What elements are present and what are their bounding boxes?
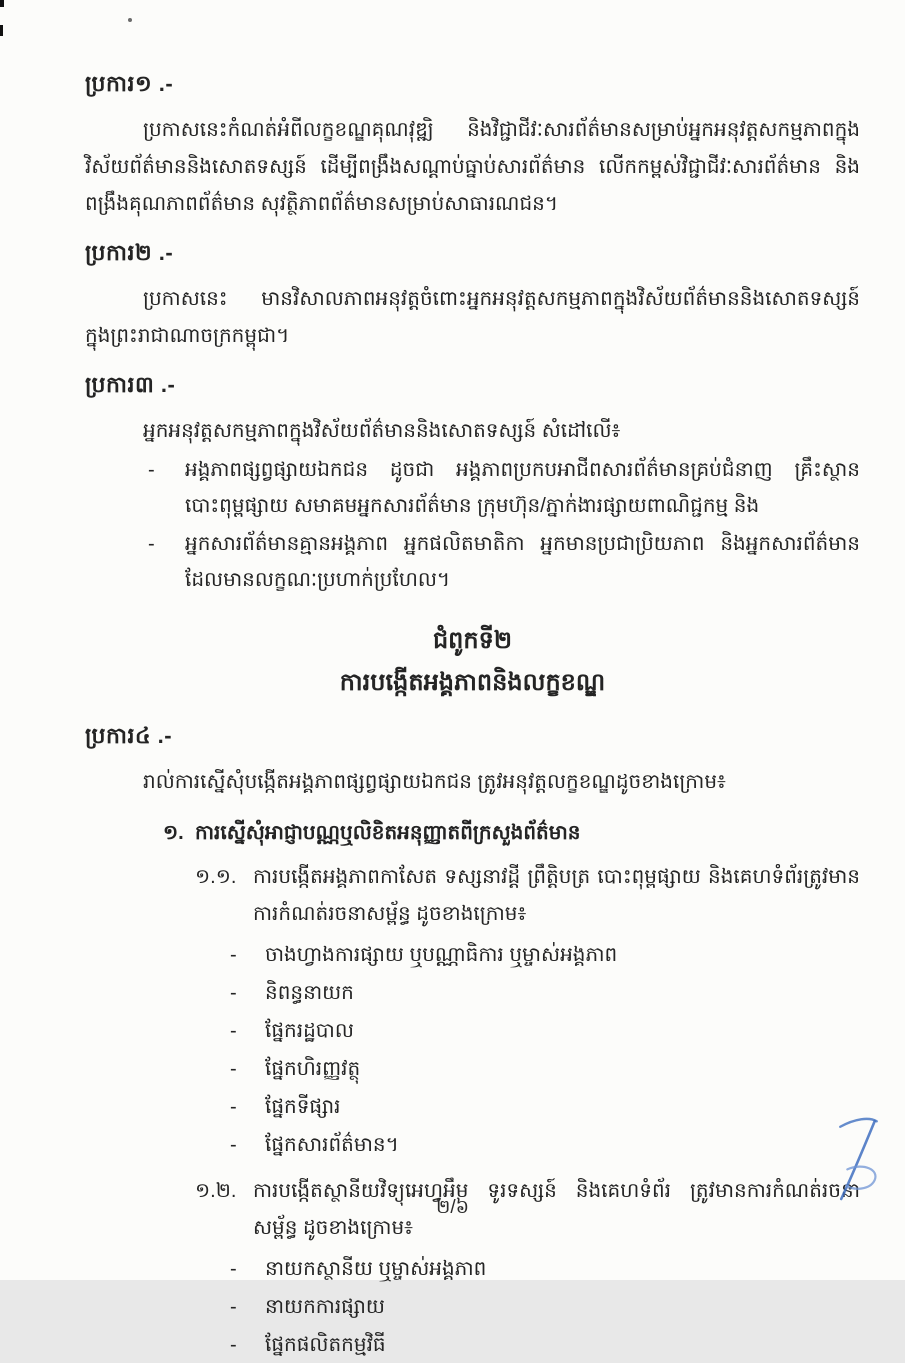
- dash-bullet: -: [230, 1058, 237, 1080]
- sub-item-1-1-list: [230, 937, 860, 1163]
- sub-item-text: ការបង្កើតអង្គភាពកាសែត ទស្សនាវដ្តី ព្រឹត្តិបត្រ បោះពុម្ពផ្សាយ និងគេហទំព័រត្រូវមានការកំណត់រចនាសម្ព័ន្ធ ដូចខាងក្រោម៖: [253, 866, 860, 925]
- dash-bullet: -: [230, 1096, 237, 1118]
- dash-bullet: -: [230, 944, 237, 966]
- list-item: [230, 1289, 860, 1325]
- dash-bullet: -: [148, 533, 155, 555]
- list-item: [230, 1251, 860, 1287]
- article-3-heading: ប្រការ៣ .-: [85, 372, 176, 397]
- list-item-text: ផ្នែករដ្ឋបាល: [265, 1020, 354, 1042]
- chapter-number: ជំពូកទី២: [432, 627, 513, 654]
- dash-bullet: -: [230, 1296, 237, 1318]
- list-item: [230, 975, 860, 1011]
- dash-bullet: -: [148, 459, 155, 481]
- article-1-heading: ប្រការ១ .-: [85, 71, 174, 96]
- list-item-text: ផ្នែកសារព័ត៌មាន។: [265, 1134, 399, 1156]
- item-title-text: ការស្នើសុំអាជ្ញាបណ្ណឬលិខិតអនុញ្ញាតពីក្រសួងព័ត៌មាន: [195, 822, 581, 844]
- list-item-text: អ្នកសារព័ត៌មានគ្មានអង្គភាព អ្នកផលិតមាតិកា អ្នកមានប្រជាប្រិយភាព និងអ្នកសារព័ត៌មានដែលមានលក្ខណៈប្រហាក់ប្រហែល។: [185, 533, 860, 591]
- dash-bullet: -: [230, 1258, 237, 1280]
- document-content: [85, 70, 860, 1363]
- chapter-title: ការបង្កើតអង្គភាពនិងលក្ខខណ្ឌ: [339, 669, 606, 696]
- list-item: [148, 526, 860, 598]
- list-item: [148, 452, 860, 524]
- scan-artifact: [0, 0, 4, 7]
- sub-item-1-2-list: [230, 1251, 860, 1363]
- page-number: ២/៦: [435, 1197, 470, 1218]
- list-item-text: និពន្ធនាយក: [265, 982, 354, 1004]
- sub-item-label: ១.២.: [195, 1180, 237, 1202]
- item-number: ១.: [163, 822, 184, 844]
- article-3-list: [148, 452, 860, 598]
- list-item-text: ផ្នែកទីផ្សារ: [265, 1096, 341, 1118]
- scan-artifact: [128, 18, 132, 22]
- list-item-text: អង្គភាពផ្សព្វផ្សាយឯកជន ដូចជា អង្គភាពប្រកបអាជីពសារព័ត៌មានគ្រប់ជំនាញ គ្រឹះស្ថានបោះពុម្ពផ្សាយ សមាគមអ្នកសារព័ត៌មាន ក្រុមហ៊ុន/ភ្នាក់ងារផ្សាយពាណិជ្ជកម្ម និង: [185, 459, 860, 517]
- list-item-text: ចាងហ្វាងការផ្សាយ ឬបណ្ណាធិការ ឬម្ចាស់អង្គភាព: [265, 944, 618, 966]
- list-item: [230, 1089, 860, 1125]
- sub-item-1-1: [195, 859, 860, 933]
- dash-bullet: -: [230, 1134, 237, 1156]
- scan-artifact: [0, 25, 3, 36]
- article-2-heading: ប្រការ២ .-: [85, 240, 174, 265]
- article-4-intro: រាល់ការស្នើសុំបង្កើតអង្គភាពផ្សព្វផ្សាយឯកជន ត្រូវអនុវត្តលក្ខខណ្ឌដូចខាងក្រោម៖: [143, 771, 726, 793]
- list-item: [230, 1127, 860, 1163]
- list-item-text: នាយកការផ្សាយ: [265, 1296, 385, 1318]
- list-item: [230, 1327, 860, 1363]
- list-item-text: ផ្នែកផលិតកម្មវិធី: [265, 1334, 386, 1356]
- sub-item-label: ១.១.: [195, 866, 237, 888]
- chapter-heading: [85, 624, 860, 700]
- list-item: [230, 1013, 860, 1049]
- article-3-intro: អ្នកអនុវត្តសកម្មភាពក្នុងវិស័យព័ត៌មាននិងសោតទស្សន៍ សំដៅលើ៖: [143, 420, 621, 442]
- dash-bullet: -: [230, 982, 237, 1004]
- sub-item-text: ការបង្កើតស្ថានីយវិទ្យុអេហ្វអឹម ទូរទស្សន៍ និងគេហទំព័រ ត្រូវមានការកំណត់រចនាសម្ព័ន្ធ ដូចខាងក្រោម៖: [253, 1180, 860, 1239]
- list-item: [230, 1051, 860, 1087]
- list-item: [230, 937, 860, 973]
- article-2-body: ប្រកាសនេះ មានវិសាលភាពអនុវត្តចំពោះអ្នកអនុវត្តសកម្មភាពក្នុងវិស័យព័ត៌មាននិងសោតទស្សន៍ ក្នុងព្រះរាជាណាចក្រកម្ពុជា។: [85, 288, 860, 347]
- list-item-text: ផ្នែកហិរញ្ញវត្ថុ: [265, 1058, 361, 1080]
- article-4-item-1-title: [163, 815, 860, 851]
- article-1-body: ប្រកាសនេះកំណត់អំពីលក្ខខណ្ឌគុណវុឌ្ឍិ និងវិជ្ជាជីវៈសារព័ត៌មានសម្រាប់អ្នកអនុវត្តសកម្មភាពក្នុងវិស័យព័ត៌មាននិងសោតទស្សន៍ ដើម្បីពង្រឹងសណ្តាប់ធ្នាប់សារព័ត៌មាន លើកកម្ពស់វិជ្ជាជីវៈសារព័ត៌មាន និងពង្រឹងគុណភាពព័ត៌មាន សុវត្ថិភាពព័ត៌មានសម្រាប់សាធារណជន។: [85, 119, 860, 215]
- list-item-text: នាយកស្ថានីយ ឬម្ចាស់អង្គភាព: [265, 1258, 487, 1280]
- article-4-heading: ប្រការ៤ .-: [85, 723, 173, 748]
- dash-bullet: -: [230, 1020, 237, 1042]
- dash-bullet: -: [230, 1334, 237, 1356]
